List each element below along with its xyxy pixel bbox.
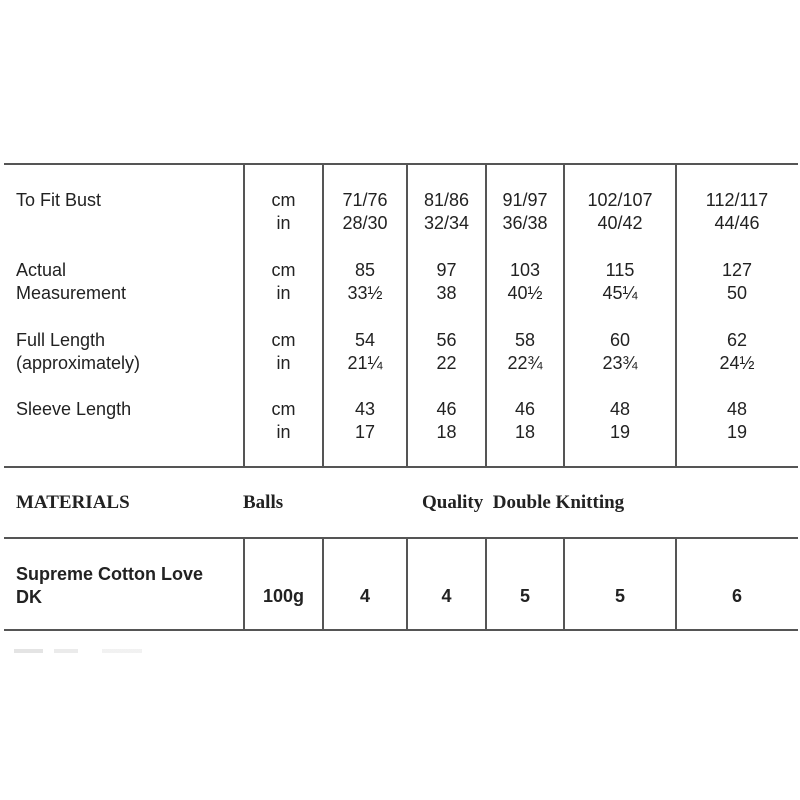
yarn-balls-2: 4 bbox=[441, 586, 452, 606]
length-size-2: 56 22 bbox=[436, 330, 457, 373]
actual-size-4: 115 45¼ bbox=[602, 260, 638, 303]
sleeve-size-5: 48 19 bbox=[726, 399, 748, 442]
yarn-col-divider-4 bbox=[485, 537, 487, 631]
yarn-balls-4: 5 bbox=[614, 586, 625, 606]
yarn-col-divider-5 bbox=[563, 537, 565, 631]
sleeve-size-2: 46 18 bbox=[436, 399, 457, 442]
yarn-balls-1: 4 bbox=[359, 586, 370, 606]
yarn-col-divider-1 bbox=[243, 537, 245, 631]
yarn-balls-3: 5 bbox=[519, 586, 530, 606]
sleeve-size-3: 46 18 bbox=[514, 399, 536, 442]
row-units-bust: cm in bbox=[271, 190, 296, 233]
quality-heading: Quality Double Knitting bbox=[422, 492, 625, 513]
yarn-col-divider-3 bbox=[406, 537, 408, 631]
balls-heading: Balls bbox=[243, 492, 284, 513]
divider-materials-top bbox=[4, 466, 798, 468]
length-size-1: 54 21¼ bbox=[347, 330, 383, 373]
bust-size-1: 71/76 28/30 bbox=[342, 190, 388, 233]
sleeve-size-4: 48 19 bbox=[609, 399, 631, 442]
actual-size-5: 127 50 bbox=[721, 260, 753, 303]
yarn-name: Supreme Cotton Love DK bbox=[16, 564, 204, 607]
bust-size-2: 81/86 32/34 bbox=[423, 190, 470, 233]
bust-size-4: 102/107 40/42 bbox=[587, 190, 653, 233]
length-size-5: 62 24½ bbox=[719, 330, 755, 373]
bust-size-5: 112/117 44/46 bbox=[705, 190, 769, 233]
yarn-col-divider-6 bbox=[675, 537, 677, 631]
materials-heading: MATERIALS bbox=[16, 492, 130, 513]
yarn-weight: 100g bbox=[262, 586, 305, 606]
sleeve-size-1: 43 17 bbox=[354, 399, 376, 442]
row-units-sleeve: cm in bbox=[271, 399, 296, 442]
actual-size-2: 97 38 bbox=[436, 260, 457, 303]
row-label-sleeve: Sleeve Length bbox=[16, 399, 132, 419]
bust-size-3: 91/97 36/38 bbox=[502, 190, 548, 233]
row-units-length: cm in bbox=[271, 330, 296, 373]
actual-size-1: 85 33½ bbox=[347, 260, 383, 303]
yarn-col-divider-2 bbox=[322, 537, 324, 631]
faded-footnote-remnant bbox=[14, 649, 174, 653]
actual-size-3: 103 40½ bbox=[507, 260, 543, 303]
length-size-3: 58 22¾ bbox=[507, 330, 543, 373]
row-label-length: Full Length (approximately) bbox=[16, 330, 141, 373]
row-label-bust: To Fit Bust bbox=[16, 190, 102, 210]
divider-materials-bottom bbox=[4, 537, 798, 539]
length-size-4: 60 23¾ bbox=[602, 330, 638, 373]
row-units-actual: cm in bbox=[271, 260, 296, 303]
row-label-actual: Actual Measurement bbox=[16, 260, 127, 303]
yarn-balls-5: 6 bbox=[731, 586, 742, 606]
